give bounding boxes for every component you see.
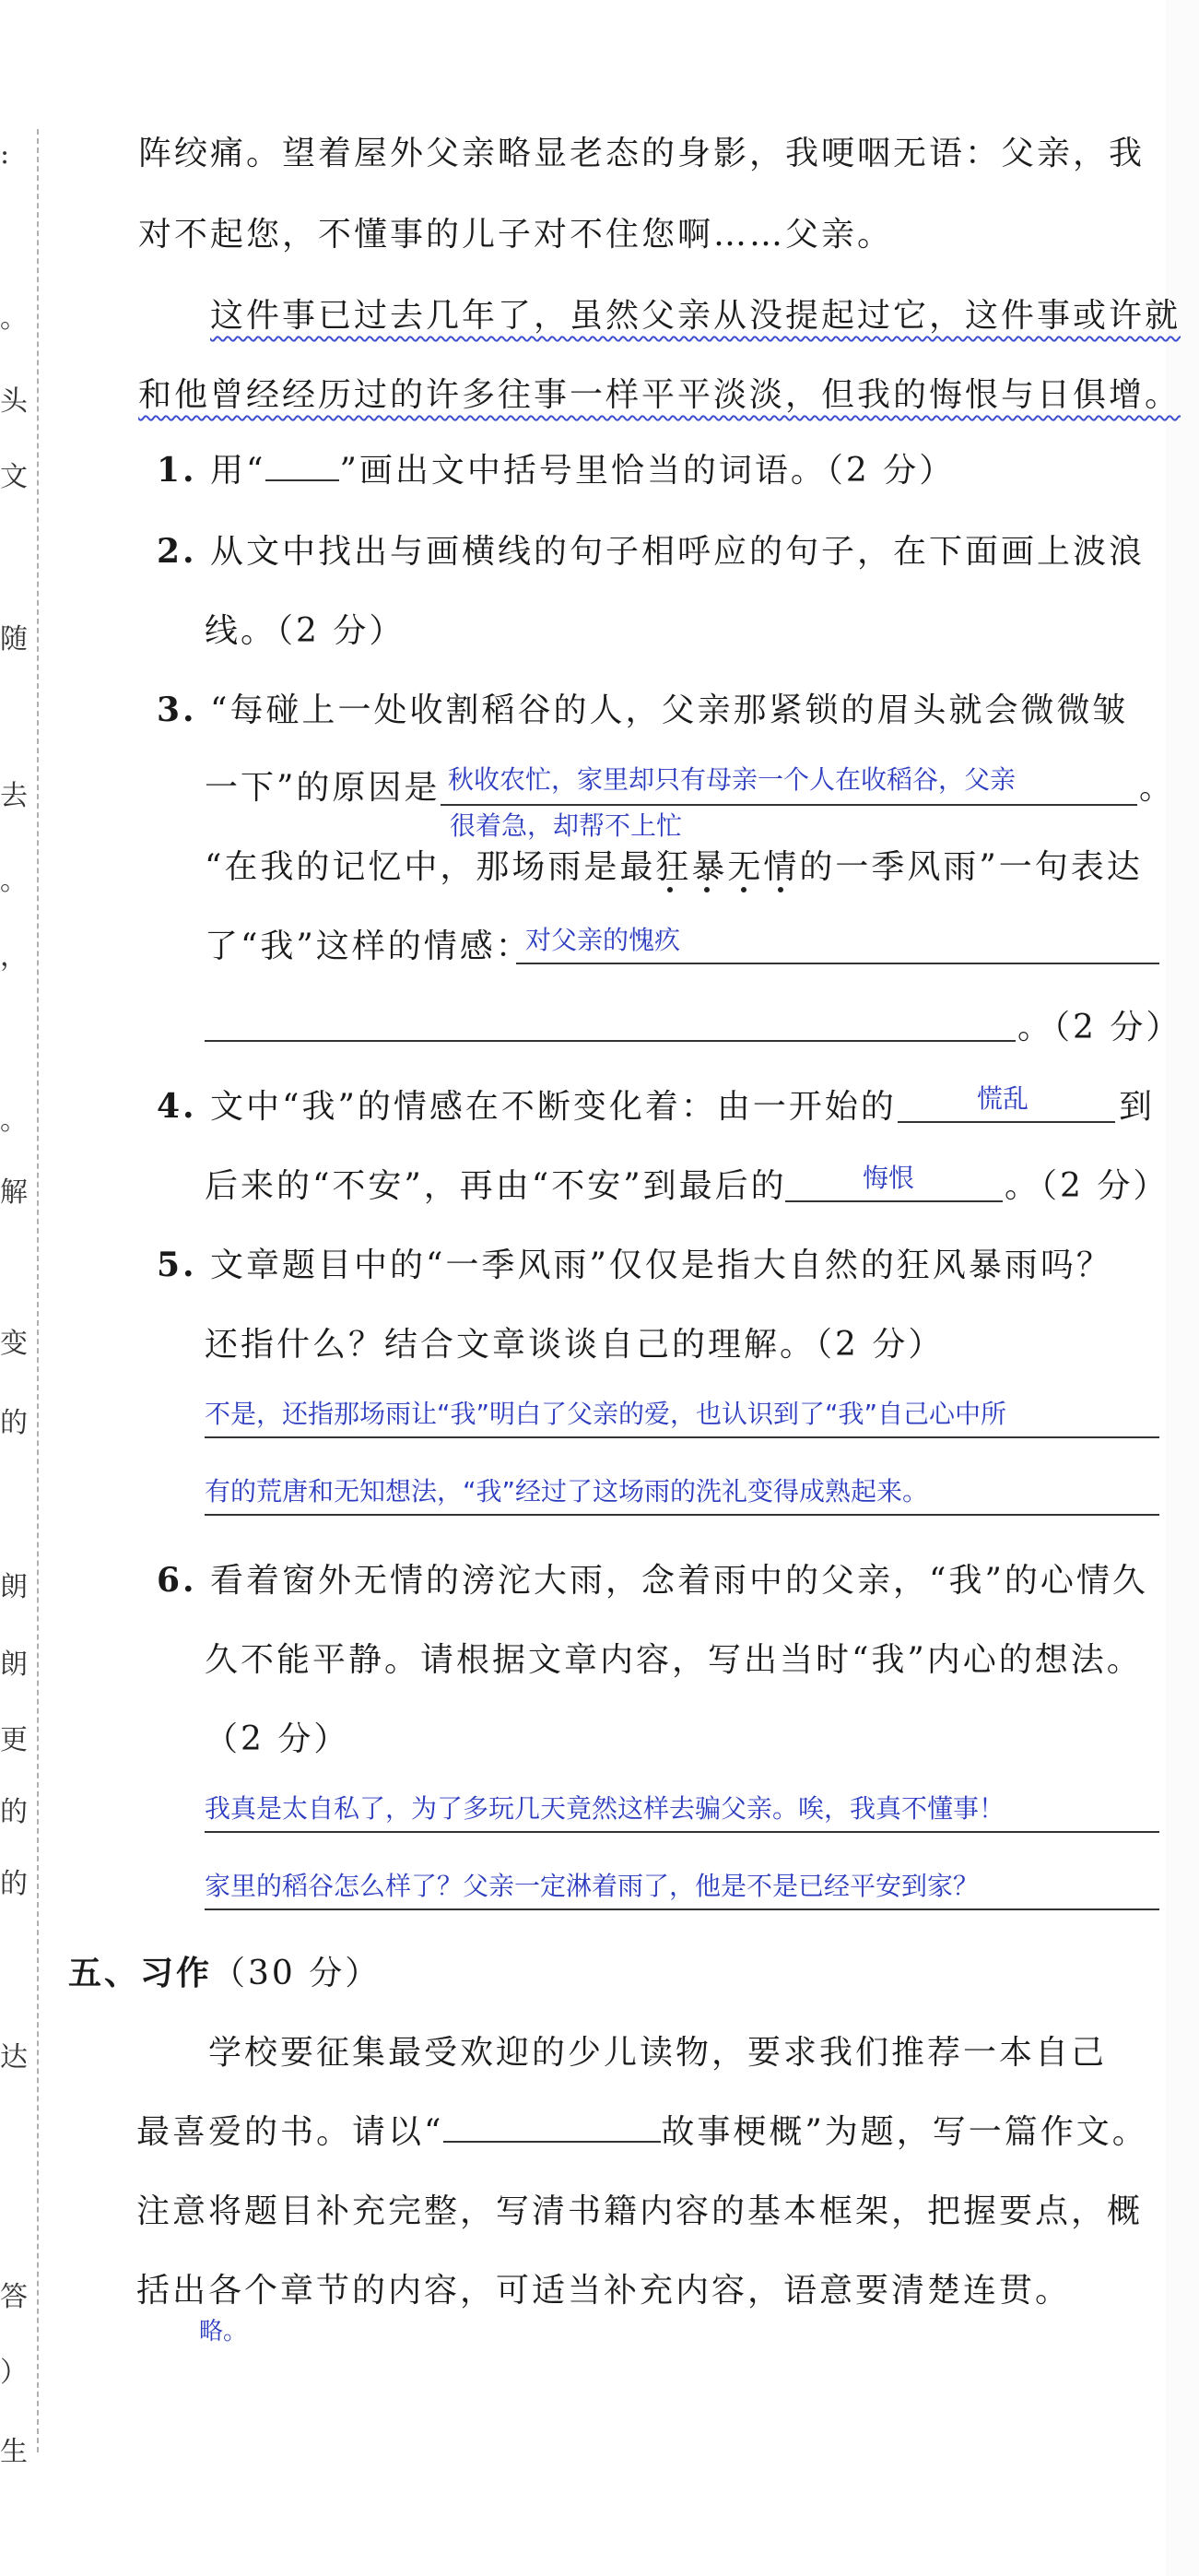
- margin-fragment-char: 文: [0, 461, 28, 493]
- margin-fragment-char: 。: [0, 302, 28, 335]
- emphasis-dot: [667, 887, 673, 892]
- question-1-text-a: 用“: [210, 452, 266, 490]
- question-4-line-2a: 后来的“不安”，再由“不安”到最后的: [205, 1167, 787, 1205]
- question-6-line-1: [157, 1554, 1148, 1601]
- passage-line-2: 对不起您，不懂事的儿子对不住您啊……父亲。: [138, 216, 894, 254]
- question-number: 2.: [157, 532, 197, 571]
- question-3-text: “每碰上一处收割稻谷的人，父亲那紧锁的眉头就会微微皱: [210, 691, 1129, 729]
- margin-fold-line: [37, 129, 39, 2452]
- margin-fragment-char: 的: [0, 1868, 28, 1900]
- emphasis-dot: [778, 887, 783, 892]
- question-4-line-2b: 。（2 分）: [1005, 1167, 1170, 1205]
- section-5-text-b: 故事梗概”为题，写一篇作文。: [661, 2113, 1148, 2151]
- answer-6-line-1: 我真是太自私了，为了多玩几天竟然这样去骗父亲。唉，我真不懂事！: [205, 1793, 1005, 1824]
- question-number: 3.: [157, 691, 197, 729]
- margin-fragment-char: 去: [0, 780, 28, 812]
- question-3-line-1: [157, 684, 1128, 731]
- answer-line: [898, 1121, 1115, 1123]
- answer-line: [516, 963, 1159, 964]
- answer-line: [205, 1436, 1159, 1438]
- section-score: （30 分）: [212, 1955, 382, 1992]
- answer-3a-line-2: 很着急，却帮不上忙: [450, 810, 683, 841]
- question-5-text: 文章题目中的“一季风雨”仅仅是指大自然的狂风暴雨吗？: [210, 1247, 1112, 1284]
- question-1-text-b: ”画出文中括号里恰当的词语。（2 分）: [339, 452, 956, 490]
- question-3-line-2: 一下”的原因是: [205, 769, 441, 807]
- question-5-line-2: 还指什么？结合文章谈谈自己的理解。（2 分）: [205, 1326, 945, 1364]
- section-5-line-4: 括出各个章节的内容，可适当补充内容，语意要清楚连贯。: [136, 2272, 1072, 2310]
- question-number: 4.: [157, 1087, 197, 1126]
- answer-line: [205, 1514, 1159, 1516]
- question-1: [157, 444, 955, 491]
- question-4-text-b: 到: [1119, 1088, 1156, 1126]
- question-3-period: 。: [1139, 769, 1176, 807]
- section-5-heading: [68, 1947, 381, 1994]
- question-number: 6.: [157, 1561, 197, 1600]
- margin-fragment-char: 。: [0, 1105, 28, 1137]
- margin-fragment-char: 。: [0, 865, 28, 897]
- margin-fragment-char: 解: [0, 1176, 28, 1209]
- margin-fragment-char: 朗: [0, 1571, 28, 1603]
- margin-fragment-char: ）: [0, 2357, 28, 2389]
- passage-line-1: 阵绞痛。望着屋外父亲略显老态的身影，我哽咽无语：父亲，我: [138, 135, 1146, 172]
- answer-6-line-2: 家里的稻谷怎么样了？父亲一定淋着雨了，他是不是已经平安到家？: [205, 1871, 980, 1901]
- question-2-line-1: [157, 526, 1145, 573]
- margin-fragment-char: 的: [0, 1407, 28, 1439]
- answer-3a-line-1: 秋收农忙，家里却只有母亲一个人在收稻谷，父亲: [448, 764, 1017, 795]
- margin-fragment-char: 更: [0, 1724, 28, 1756]
- answer-4a: 慌乱: [977, 1083, 1029, 1114]
- question-3-line-3: “在我的记忆中，那场雨是最狂暴无情的一季风雨”一句表达: [205, 848, 1143, 886]
- passage-line-4: 和他曾经经历过的许多往事一样平平淡淡，但我的悔恨与日俱增。: [138, 376, 1181, 414]
- section-5-line-2: [136, 2106, 1148, 2153]
- question-number: 1.: [157, 451, 197, 490]
- answer-line: [205, 1040, 1016, 1042]
- section-title: 五、习作: [68, 1954, 213, 1992]
- passage-line-3: 这件事已过去几年了，虽然父亲从没提起过它，这件事或许就: [210, 297, 1181, 335]
- blank-line: [265, 479, 339, 481]
- margin-fragment-char: 生: [0, 2436, 28, 2468]
- emphasis-dot: [704, 887, 710, 892]
- question-2-line-2: 线。（2 分）: [205, 612, 406, 650]
- margin-fragment-char: 随: [0, 623, 28, 656]
- blank-line: [443, 2141, 661, 2143]
- section-5-text-a: 最喜爱的书。请以“: [136, 2113, 444, 2151]
- emphasis-dot: [741, 887, 746, 892]
- answer-5-line-2: 有的荒唐和无知想法，“我”经过了这场雨的洗礼变得成熟起来。: [205, 1476, 929, 1507]
- answer-line: [785, 1200, 1003, 1202]
- answer-3b: 对父亲的愧疚: [525, 925, 681, 955]
- margin-fragment-char: 达: [0, 2041, 28, 2074]
- question-3-score: 。（2 分）: [1017, 1009, 1182, 1046]
- answer-line: [205, 1831, 1159, 1833]
- margin-fragment-char: 头: [0, 385, 28, 418]
- question-4-line-1: [157, 1081, 897, 1128]
- margin-fragment-char: ，: [0, 940, 28, 973]
- margin-fragment-char: 的: [0, 1796, 28, 1828]
- margin-fragment-char: 变: [0, 1328, 28, 1360]
- section-5-line-3: 注意将题目补充完整，写清书籍内容的基本框架，把握要点，概: [136, 2192, 1144, 2230]
- question-3-line-4: 了“我”这样的情感：: [205, 928, 532, 965]
- question-number: 5.: [157, 1246, 197, 1284]
- question-4-text-a: 文中“我”的情感在不断变化着：由一开始的: [210, 1088, 897, 1126]
- answer-4b: 悔恨: [863, 1163, 915, 1193]
- margin-fragment-char: :: [0, 138, 10, 171]
- question-5-line-1: [157, 1239, 1112, 1286]
- question-6-line-2: 久不能平静。请根据文章内容，写出当时“我”内心的想法。: [205, 1641, 1143, 1679]
- question-2-text: 从文中找出与画横线的句子相呼应的句子，在下面画上波浪: [210, 533, 1146, 571]
- answer-5-line-1: 不是，还指那场雨让“我”明白了父亲的爱，也认识到了“我”自己心中所: [205, 1399, 1007, 1429]
- question-6-line-3: （2 分）: [205, 1720, 350, 1758]
- margin-fragment-char: 朗: [0, 1648, 28, 1681]
- section-5-line-1: 学校要征集最受欢迎的少儿读物，要求我们推荐一本自己: [208, 2034, 1108, 2072]
- answer-line: [205, 1908, 1159, 1910]
- question-6-text: 看着窗外无情的滂沱大雨，念着雨中的父亲，“我”的心情久: [210, 1562, 1148, 1600]
- answer-section-5: 略。: [199, 2318, 248, 2346]
- margin-fragment-char: 答: [0, 2281, 28, 2313]
